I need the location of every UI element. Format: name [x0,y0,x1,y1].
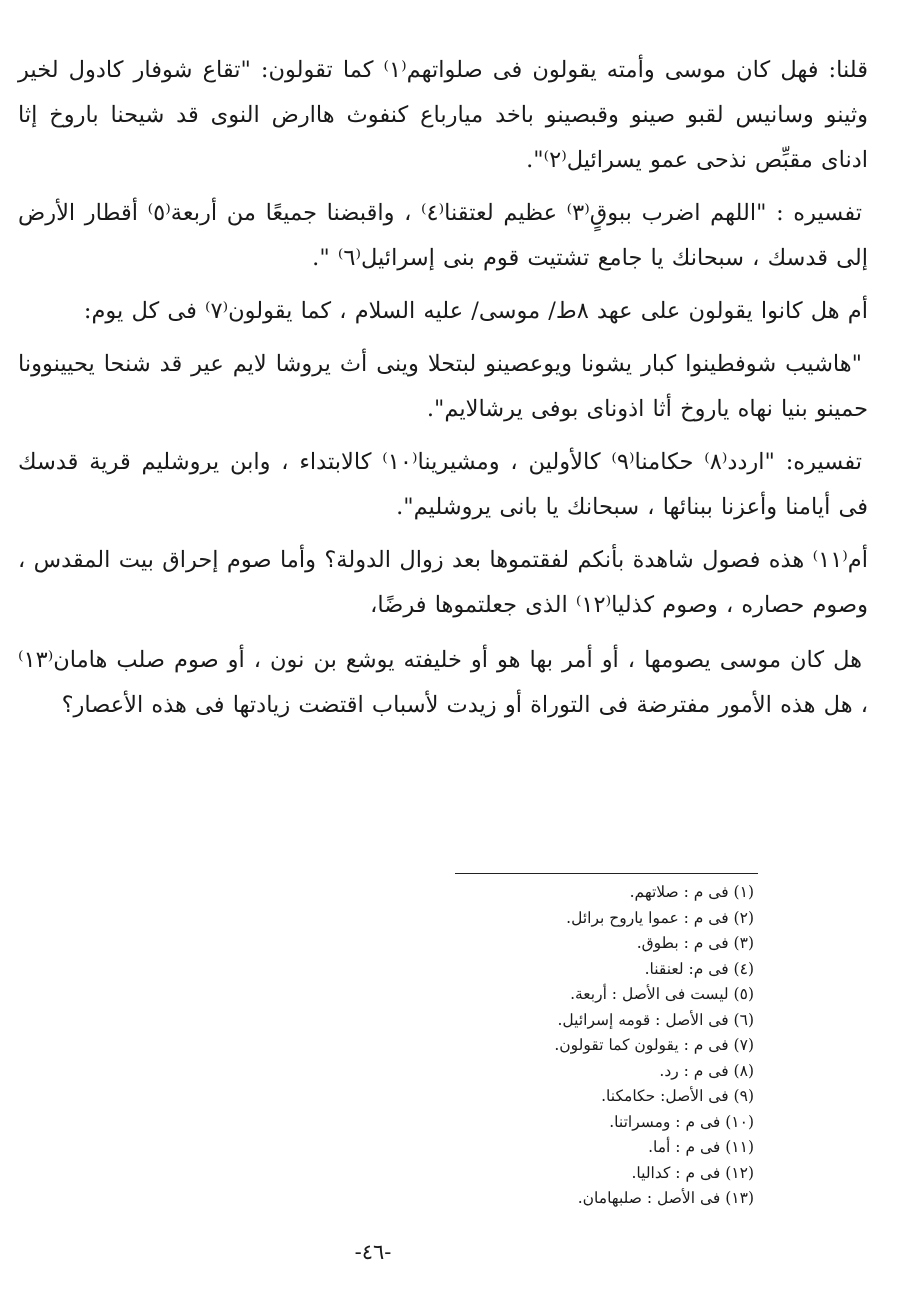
paragraph-7: هل كان موسى يصومها ، أو أمر بها هو أو خليفته يوشع بن نون ، أو صوم صلب هامان⁽١٣⁾ ، هل هذه الأمور مفترضة فى التوراة أو زيدت لأسباب اقتضت زيادتها فى هذه الأعصار؟ [18,647,868,718]
footnote-12: (١٢) فى م : كداليا. [631,1163,754,1182]
paragraph-5: تفسيره: "اردد⁽٨⁾ حكامنا⁽٩⁾ كالأولين ، ومشيرينا⁽١٠⁾ كالابتداء ، وابن يروشليم قرية قدسك فى أيامنا وأعزنا ببنائها ، سبحانك يا بانى يروشليم". [18,449,868,520]
paragraph-1: قلنا: فهل كان موسى وأمته يقولون فى صلواتهم⁽١⁾ كما تقولون: "تقاع شوفار كادول لخير وثينو وسانيس لقبو صينو وقبصينو باخد ميارباع كنفوث هاارض النوى قد شيحنا باروخ إثا ادناى مقبِّص نذحى عمو يسرائيل⁽٢⁾". [18,57,868,173]
page-number: -٤٦- [354,1240,392,1264]
footnote-9: (٩) فى الأصل: حكامكنا. [601,1087,754,1105]
footnote-1: (١) فى م : صلاتهم. [629,883,754,901]
footnote-5: (٥) ليست فى الأصل : أربعة. [570,985,754,1003]
footnotes [300,880,754,1212]
paragraph-2: تفسيره : "اللهم اضرب ببوقٍ⁽٣⁾ عظيم لعتقنا⁽٤⁾ ، واقبضنا جميعًا من أربعة⁽٥⁾ أقطار الأرض إلى قدسك ، سبحانك يا جامع تشتيت قوم بنى إسرائيل⁽٦⁾ ". [18,200,868,271]
footnote-separator [455,873,758,874]
footnote-6: (٦) فى الأصل : قومه إسرائيل. [557,1010,754,1029]
footnote-7: (٧) فى م : يقولون كما تقولون. [554,1036,754,1054]
footnote-8: (٨) فى م : رد. [659,1061,754,1080]
footnote-2: (٢) فى م : عموا ياروح برائل. [566,908,754,927]
footnote-3: (٣) فى م : بطوق. [636,934,754,952]
footnote-10: (١٠) فى م : ومسراتنا. [609,1112,754,1131]
footnote-4: (٤) فى م: لعنقنا. [644,959,754,978]
paragraph-4: "هاشيب شوفطينوا كبار يشونا ويوعصينو لبتحلا وينى أث يروشا لايم عير قد شنحا يحيينوونا حمينو بنيا نهاه ياروخ أثا اذوناى بوفى يرشالايم". [18,351,868,422]
paragraph-3: أم هل كانوا يقولون على عهد ٨ط/ موسى/ عليه السلام ، كما يقولون⁽٧⁾ فى كل يوم: [83,298,868,324]
main-text [18,48,868,736]
footnote-11: (١١) فى م : أما. [648,1138,754,1156]
paragraph-6: أم⁽١١⁾ هذه فصول شاهدة بأنكم لفقتموها بعد زوال الدولة؟ وأما صوم إحراق بيت المقدس ، وصوم حصاره ، وصوم كذليا⁽١٢⁾ الذى جعلتموها فرضًا، [18,547,868,618]
footnote-13: (١٣) فى الأصل : صلبهامان. [577,1189,754,1207]
